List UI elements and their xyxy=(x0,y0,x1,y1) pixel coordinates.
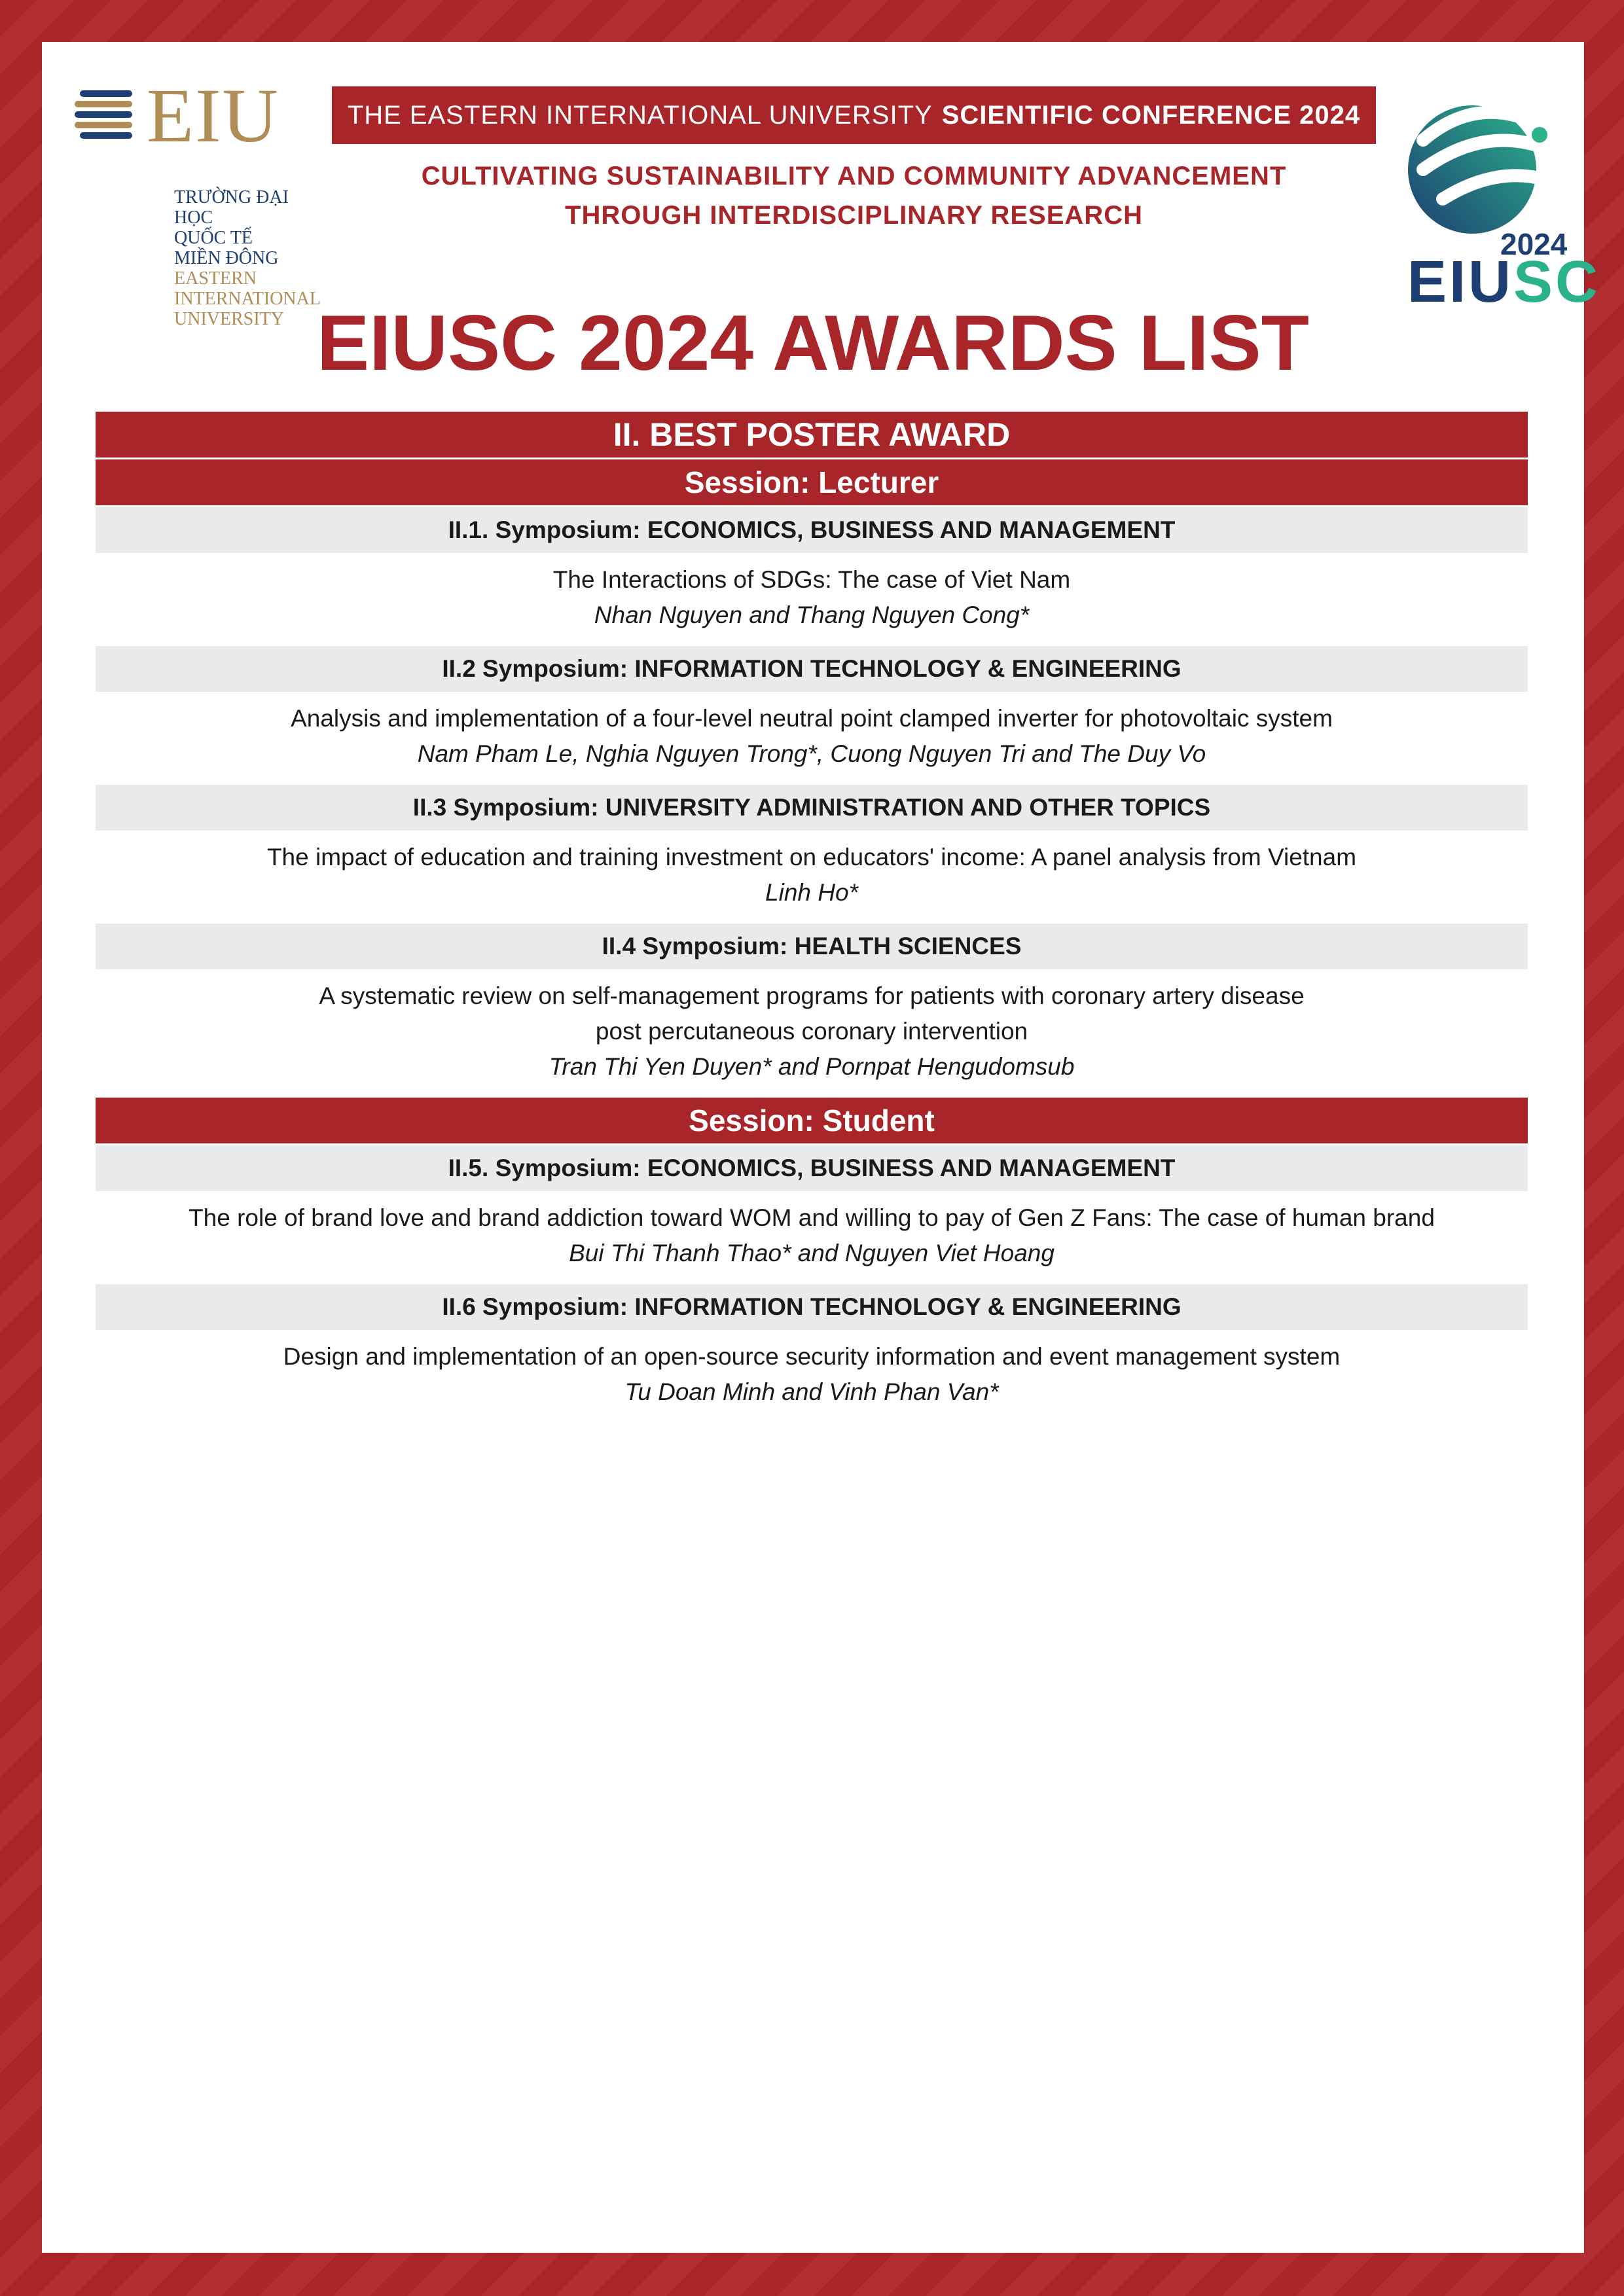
symposium-heading: II.1. Symposium: ECONOMICS, BUSINESS AND MANAGEMENT xyxy=(96,507,1528,553)
paper-title: Design and implementation of an open-source security information and event management system xyxy=(283,1343,1341,1370)
paper-authors: Tran Thi Yen Duyen* and Pornpat Hengudomsub xyxy=(549,1053,1075,1080)
award-heading: II. BEST POSTER AWARD xyxy=(96,412,1528,457)
poster-sheet xyxy=(42,42,1601,2253)
paper-authors: Tu Doan Minh and Vinh Phan Van* xyxy=(624,1378,999,1405)
banner-prefix: THE EASTERN INTERNATIONAL UNIVERSITY xyxy=(347,100,933,130)
symposium-heading: II.4 Symposium: HEALTH SCIENCES xyxy=(96,924,1528,969)
eiu-logo xyxy=(75,73,323,329)
paper-title: A systematic review on self-management programs for patients with coronary artery disease xyxy=(319,982,1305,1009)
paper-authors: Bui Thi Thanh Thao* and Nguyen Viet Hoang xyxy=(569,1240,1055,1266)
symposium-heading: II.6 Symposium: INFORMATION TECHNOLOGY & ENGINEERING xyxy=(96,1284,1528,1330)
eiu-en-line: EASTERN xyxy=(174,268,257,289)
symposium-heading: II.2 Symposium: INFORMATION TECHNOLOGY & ENGINEERING xyxy=(96,646,1528,692)
eiu-en-line: UNIVERSITY xyxy=(174,309,284,329)
eiu-vn-line: MIỀN ĐÔNG xyxy=(174,248,279,268)
award-entry xyxy=(96,831,1528,924)
conference-banner xyxy=(332,86,1376,144)
eiusc-logo xyxy=(1397,81,1601,315)
award-entry xyxy=(96,969,1528,1098)
award-entry xyxy=(96,1330,1528,1423)
page-title: EIUSC 2024 AWARDS LIST xyxy=(317,299,1309,387)
conference-theme xyxy=(332,156,1376,235)
paper-title: The role of brand love and brand addiction toward WOM and willing to pay of Gen Z Fans: The case of human brand xyxy=(189,1204,1435,1231)
eiusc-word-a: EIU xyxy=(1407,249,1514,315)
eiu-vn-line: TRƯỜNG ĐẠI HỌC xyxy=(174,187,289,228)
paper-authors: Nhan Nguyen and Thang Nguyen Cong* xyxy=(594,601,1030,628)
paper-title: The Interactions of SDGs: The case of Viet Nam xyxy=(552,566,1071,593)
paper-authors: Linh Ho* xyxy=(765,879,858,906)
award-entry xyxy=(96,1191,1528,1284)
award-entry xyxy=(96,692,1528,785)
theme-line: THROUGH INTERDISCIPLINARY RESEARCH xyxy=(565,201,1143,230)
eiusc-word-b: SC xyxy=(1513,249,1601,315)
paper-title-continued: post percutaneous coronary intervention xyxy=(595,1018,1028,1045)
session-heading: Session: Lecturer xyxy=(96,459,1528,505)
eiu-emblem-icon xyxy=(75,81,140,147)
eiusc-year: 2024 xyxy=(1500,227,1568,261)
paper-authors: Nam Pham Le, Nghia Nguyen Trong*, Cuong Nguyen Tri and The Duy Vo xyxy=(417,740,1206,767)
eiu-wordmark: EIU xyxy=(147,73,280,158)
award-entry xyxy=(96,553,1528,646)
paper-title: Analysis and implementation of a four-level neutral point clamped inverter for photovoltaic system xyxy=(291,705,1333,732)
session-heading: Session: Student xyxy=(96,1098,1528,1143)
theme-line: CULTIVATING SUSTAINABILITY AND COMMUNITY ADVANCEMENT xyxy=(421,162,1287,190)
banner-bold: SCIENTIFIC CONFERENCE 2024 xyxy=(941,100,1361,130)
symposium-heading: II.3 Symposium: UNIVERSITY ADMINISTRATION AND OTHER TOPICS xyxy=(96,785,1528,831)
eiusc-globe-icon xyxy=(1397,81,1561,238)
eiu-en-line: INTERNATIONAL xyxy=(174,289,321,309)
paper-title: The impact of education and training investment on educators' income: A panel analysis from Vietnam xyxy=(266,844,1357,870)
awards-list xyxy=(96,412,1528,1423)
symposium-heading: II.5. Symposium: ECONOMICS, BUSINESS AND MANAGEMENT xyxy=(96,1145,1528,1191)
eiu-vn-line: QUỐC TẾ xyxy=(174,228,253,248)
